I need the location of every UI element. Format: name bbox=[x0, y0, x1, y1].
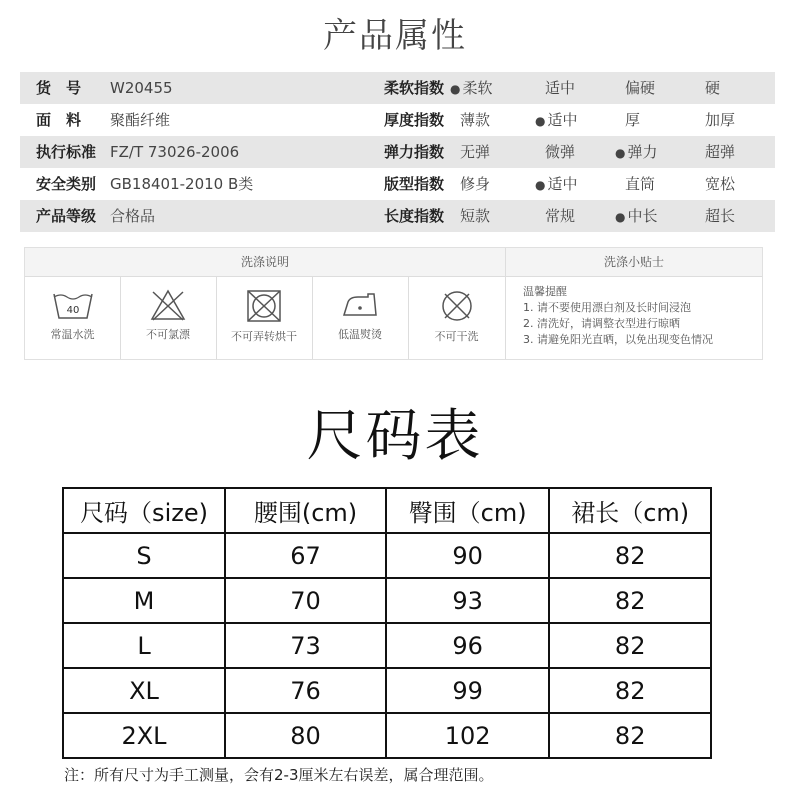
care-item-wash bbox=[25, 276, 121, 359]
index-option bbox=[460, 168, 490, 200]
care-label: 不可氯漂 bbox=[146, 328, 190, 341]
size-cell: 82 bbox=[549, 713, 711, 758]
index-option-selected bbox=[535, 168, 578, 201]
index-option-label: 无弹 bbox=[460, 143, 491, 161]
size-table-row bbox=[63, 533, 711, 578]
tips-list bbox=[523, 284, 758, 348]
index-option-label: 适中 bbox=[547, 111, 578, 129]
size-table-header bbox=[63, 488, 711, 533]
care-item-tumble bbox=[216, 276, 313, 359]
no-dry-clean-icon bbox=[437, 288, 477, 324]
index-option bbox=[705, 200, 735, 232]
attribute-key: 面 料 bbox=[36, 111, 82, 129]
attribute-value: 聚酯纤维 bbox=[110, 111, 171, 129]
index-option bbox=[705, 104, 735, 136]
attribute-value: GB18401-2010 B类 bbox=[110, 175, 254, 193]
low-iron-icon bbox=[338, 288, 382, 322]
size-cell: L bbox=[63, 623, 225, 668]
index-option bbox=[625, 168, 655, 200]
care-label: 低温熨烫 bbox=[338, 328, 382, 341]
size-cell: 67 bbox=[225, 533, 386, 578]
index-option bbox=[705, 72, 720, 104]
attribute-row bbox=[20, 72, 775, 104]
attribute-key: 执行标准 bbox=[36, 143, 97, 161]
attribute-value: 合格品 bbox=[110, 207, 156, 225]
index-option-label: 厚 bbox=[625, 111, 641, 129]
attribute-row bbox=[20, 168, 775, 200]
tip-item: 2. 清洗好，请调整衣型进行晾晒 bbox=[523, 317, 680, 330]
tips-title: 温馨提醒 bbox=[523, 285, 567, 298]
index-option bbox=[460, 136, 490, 168]
attribute-key: 安全类别 bbox=[36, 175, 97, 193]
index-option-label: 常规 bbox=[545, 207, 576, 225]
size-table-row bbox=[63, 623, 711, 668]
care-label: 常温水洗 bbox=[50, 328, 95, 341]
attribute-row bbox=[20, 200, 775, 232]
size-cell: 70 bbox=[225, 578, 386, 623]
size-table-row bbox=[63, 668, 711, 713]
index-key: 厚度指数 bbox=[384, 111, 445, 129]
index-option-label: 柔软 bbox=[462, 79, 493, 97]
size-cell: 99 bbox=[386, 668, 549, 713]
index-option-label: 薄款 bbox=[460, 111, 491, 129]
size-cell: 82 bbox=[549, 623, 711, 668]
tip-item: 3. 请避免阳光直晒，以免出现变色情况 bbox=[523, 333, 713, 346]
index-option bbox=[545, 200, 575, 232]
index-key: 版型指数 bbox=[384, 175, 445, 193]
index-option bbox=[460, 104, 490, 136]
care-item-iron bbox=[312, 276, 409, 359]
size-column-header: 尺码（size) bbox=[63, 488, 225, 533]
index-option-label: 弹力 bbox=[627, 143, 658, 161]
index-option-label: 加厚 bbox=[705, 111, 736, 129]
care-divider bbox=[505, 248, 506, 359]
measurement-note: 注：所有尺寸为手工测量，会有2-3厘米左右误差，属合理范围。 bbox=[64, 766, 494, 784]
care-item-dryclean bbox=[408, 276, 505, 359]
index-option-label: 硬 bbox=[705, 79, 721, 97]
index-key: 弹力指数 bbox=[384, 143, 445, 161]
index-option-label: 适中 bbox=[547, 175, 578, 193]
index-option-selected bbox=[450, 72, 493, 105]
tips-header: 洗涤小贴士 bbox=[506, 248, 762, 277]
size-cell: 82 bbox=[549, 668, 711, 713]
index-option-label: 适中 bbox=[545, 79, 576, 97]
index-option-label: 短款 bbox=[460, 207, 491, 225]
wash-header: 洗涤说明 bbox=[25, 248, 505, 277]
index-option-label: 超长 bbox=[705, 207, 736, 225]
size-cell: 76 bbox=[225, 668, 386, 713]
index-option bbox=[545, 136, 575, 168]
size-cell: XL bbox=[63, 668, 225, 713]
index-option-label: 宽松 bbox=[705, 175, 736, 193]
size-table bbox=[62, 487, 712, 759]
size-cell: 102 bbox=[386, 713, 549, 758]
index-option-label: 偏硬 bbox=[625, 79, 656, 97]
index-option-label: 微弹 bbox=[545, 143, 576, 161]
no-bleach-icon bbox=[148, 288, 188, 322]
attribute-value: W20455 bbox=[110, 79, 173, 97]
size-cell: 90 bbox=[386, 533, 549, 578]
index-option-label: 超弹 bbox=[705, 143, 736, 161]
tip-item: 1. 请不要使用漂白剂及长时间浸泡 bbox=[523, 301, 691, 314]
size-cell: M bbox=[63, 578, 225, 623]
index-option bbox=[705, 168, 735, 200]
size-cell: S bbox=[63, 533, 225, 578]
selected-dot-icon: ● bbox=[450, 82, 461, 96]
size-cell: 96 bbox=[386, 623, 549, 668]
index-key: 柔软指数 bbox=[384, 79, 445, 97]
index-option bbox=[625, 104, 640, 136]
index-option-selected bbox=[615, 200, 658, 233]
size-cell: 82 bbox=[549, 578, 711, 623]
index-option bbox=[545, 72, 575, 104]
size-cell: 93 bbox=[386, 578, 549, 623]
index-option bbox=[625, 72, 655, 104]
selected-dot-icon: ● bbox=[615, 146, 626, 160]
attributes-title: 产品属性 bbox=[323, 16, 467, 56]
attribute-value: FZ/T 73026-2006 bbox=[110, 143, 240, 161]
attribute-row bbox=[20, 104, 775, 136]
size-chart-title: 尺码表 bbox=[306, 404, 484, 469]
size-cell: 82 bbox=[549, 533, 711, 578]
selected-dot-icon: ● bbox=[615, 210, 626, 224]
index-option-selected bbox=[615, 136, 658, 169]
size-table-row bbox=[63, 713, 711, 758]
selected-dot-icon: ● bbox=[535, 178, 546, 192]
care-item-bleach bbox=[120, 276, 217, 359]
index-option-selected bbox=[535, 104, 578, 137]
attribute-key: 货 号 bbox=[36, 79, 82, 97]
index-key: 长度指数 bbox=[384, 207, 445, 225]
no-tumble-dry-icon bbox=[244, 288, 284, 324]
index-option-label: 修身 bbox=[460, 175, 491, 193]
attributes-table bbox=[20, 72, 775, 232]
index-option bbox=[460, 200, 490, 232]
size-table-row bbox=[63, 578, 711, 623]
wash-40-icon bbox=[51, 288, 95, 322]
index-option-label: 中长 bbox=[627, 207, 658, 225]
size-column-header: 臀围（cm) bbox=[386, 488, 549, 533]
selected-dot-icon: ● bbox=[535, 114, 546, 128]
care-label: 不可弄转烘干 bbox=[231, 330, 297, 343]
size-cell: 2XL bbox=[63, 713, 225, 758]
size-column-header: 腰围(cm) bbox=[225, 488, 386, 533]
index-option-label: 直筒 bbox=[625, 175, 656, 193]
care-label: 不可干洗 bbox=[434, 330, 479, 343]
attribute-row bbox=[20, 136, 775, 168]
attribute-key: 产品等级 bbox=[36, 207, 97, 225]
index-option bbox=[705, 136, 735, 168]
size-cell: 73 bbox=[225, 623, 386, 668]
care-section bbox=[24, 247, 763, 360]
size-column-header: 裙长（cm) bbox=[549, 488, 711, 533]
wash-temp-label: 40 bbox=[66, 305, 79, 316]
size-cell: 80 bbox=[225, 713, 386, 758]
